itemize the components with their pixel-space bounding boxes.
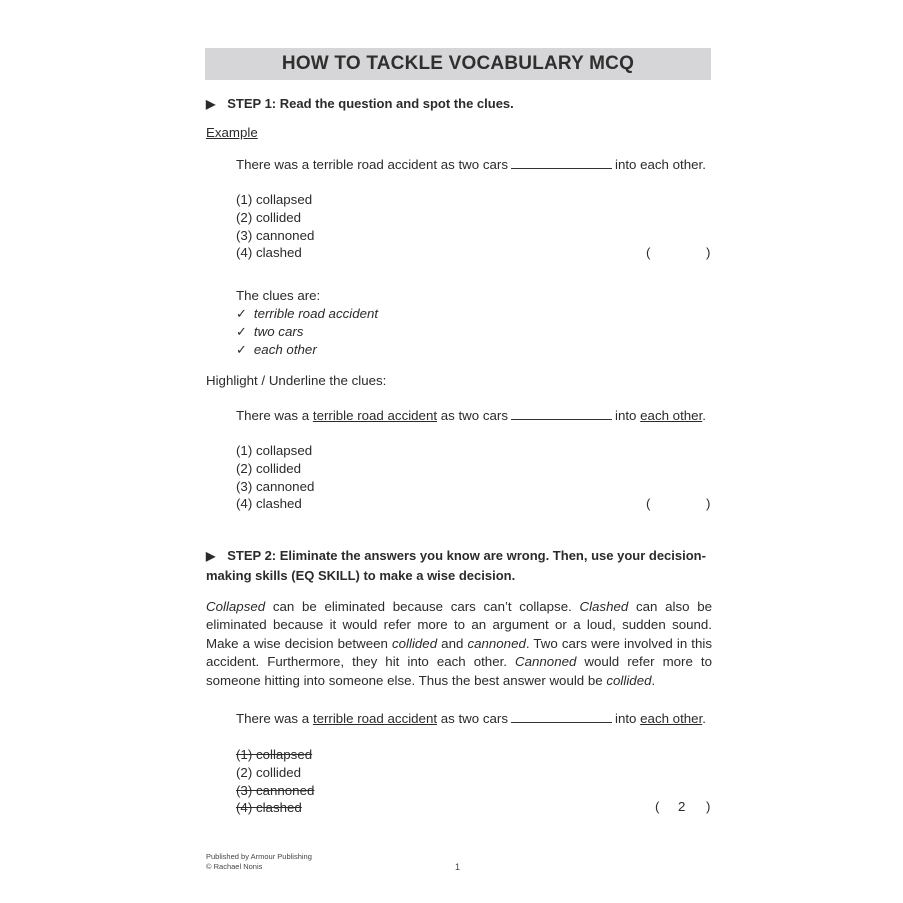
answer-bracket-close: ) — [706, 245, 711, 260]
options-list — [236, 191, 314, 262]
question-sentence-answered: There was a terrible road accident as two cars into each other. — [236, 711, 706, 726]
copyright-text: © Rachael Nonis — [206, 862, 263, 871]
option-2: (2) collided — [236, 209, 302, 225]
question-sentence-underlined: There was a terrible road accident as two cars into each other. — [236, 408, 706, 423]
question-sentence: There was a terrible road accident as two cars into each other. — [236, 157, 706, 172]
clue-item: ✓ each other — [236, 341, 317, 357]
options-list-eliminated — [236, 746, 314, 817]
page-number: 1 — [455, 862, 461, 872]
option-3: (3) cannoned — [236, 478, 315, 494]
highlight-label: Highlight / Underline the clues: — [206, 373, 387, 388]
answer-blank — [511, 407, 612, 420]
clue-underline: terrible road accident — [312, 711, 438, 726]
answer-value: 2 — [678, 799, 686, 814]
answer-bracket-close: ) — [706, 496, 711, 511]
clue-item: ✓ terrible road accident — [236, 306, 379, 321]
option-4: (4) clashed — [236, 245, 302, 261]
checkmark-icon: ✓ — [236, 341, 247, 357]
answer-blank — [511, 156, 612, 169]
option-1: (1) collapsed — [236, 192, 313, 207]
play-arrow-icon: ▶ — [206, 549, 216, 563]
option-2-correct: (2) collided — [236, 764, 302, 780]
clues-intro: The clues are: — [236, 288, 321, 303]
answer-bracket-open: ( — [646, 496, 651, 511]
option-3: (3) cannoned — [236, 227, 315, 243]
title-banner — [205, 48, 711, 80]
answer-blank — [511, 710, 612, 723]
explanation-paragraph: Collapsed can be eliminated because cars can’t collapse. Clashed can also be eliminated because it would refer more to an argument or a loud, sudden sound. Make a wise decision between collided and cannoned. Two cars were involved in this accident. Furthermore, they hit into each other. Cannoned would refer more to someone hitting into someone else. Thus the best answer would be collided. — [206, 599, 712, 688]
clue-underline: each other — [640, 408, 703, 423]
clue-item: ✓ two cars — [236, 323, 304, 339]
checkmark-icon: ✓ — [236, 323, 247, 339]
publisher-text: Published by Armour Publishing — [206, 852, 312, 861]
option-4-eliminated: (4) clashed — [236, 800, 302, 816]
answer-bracket-open: ( — [646, 245, 651, 260]
footer-credits — [206, 852, 312, 872]
option-2: (2) collided — [236, 460, 302, 476]
step2-heading: ▶ STEP 2: Eliminate the answers you know are wrong. Then, use your decision- making skills (EQ SKILL) to make a wise decision. — [206, 548, 706, 583]
step1-heading: ▶ STEP 1: Read the question and spot the clues. — [206, 96, 514, 111]
checkmark-icon: ✓ — [236, 306, 247, 321]
answer-bracket-close: ) — [706, 799, 711, 814]
clue-underline: each other — [640, 711, 703, 726]
clues-list — [236, 305, 378, 358]
option-3-eliminated: (3) cannoned — [236, 782, 315, 798]
page-title: HOW TO TACKLE VOCABULARY MCQ — [281, 53, 635, 74]
option-4: (4) clashed — [236, 496, 302, 512]
option-1-eliminated: (1) collapsed — [236, 747, 313, 762]
example-label: Example — [206, 125, 258, 140]
clue-underline: terrible road accident — [312, 408, 438, 423]
options-list — [236, 442, 314, 513]
option-1: (1) collapsed — [236, 443, 313, 458]
play-arrow-icon: ▶ — [206, 97, 216, 111]
answer-bracket-open: ( — [655, 799, 660, 814]
